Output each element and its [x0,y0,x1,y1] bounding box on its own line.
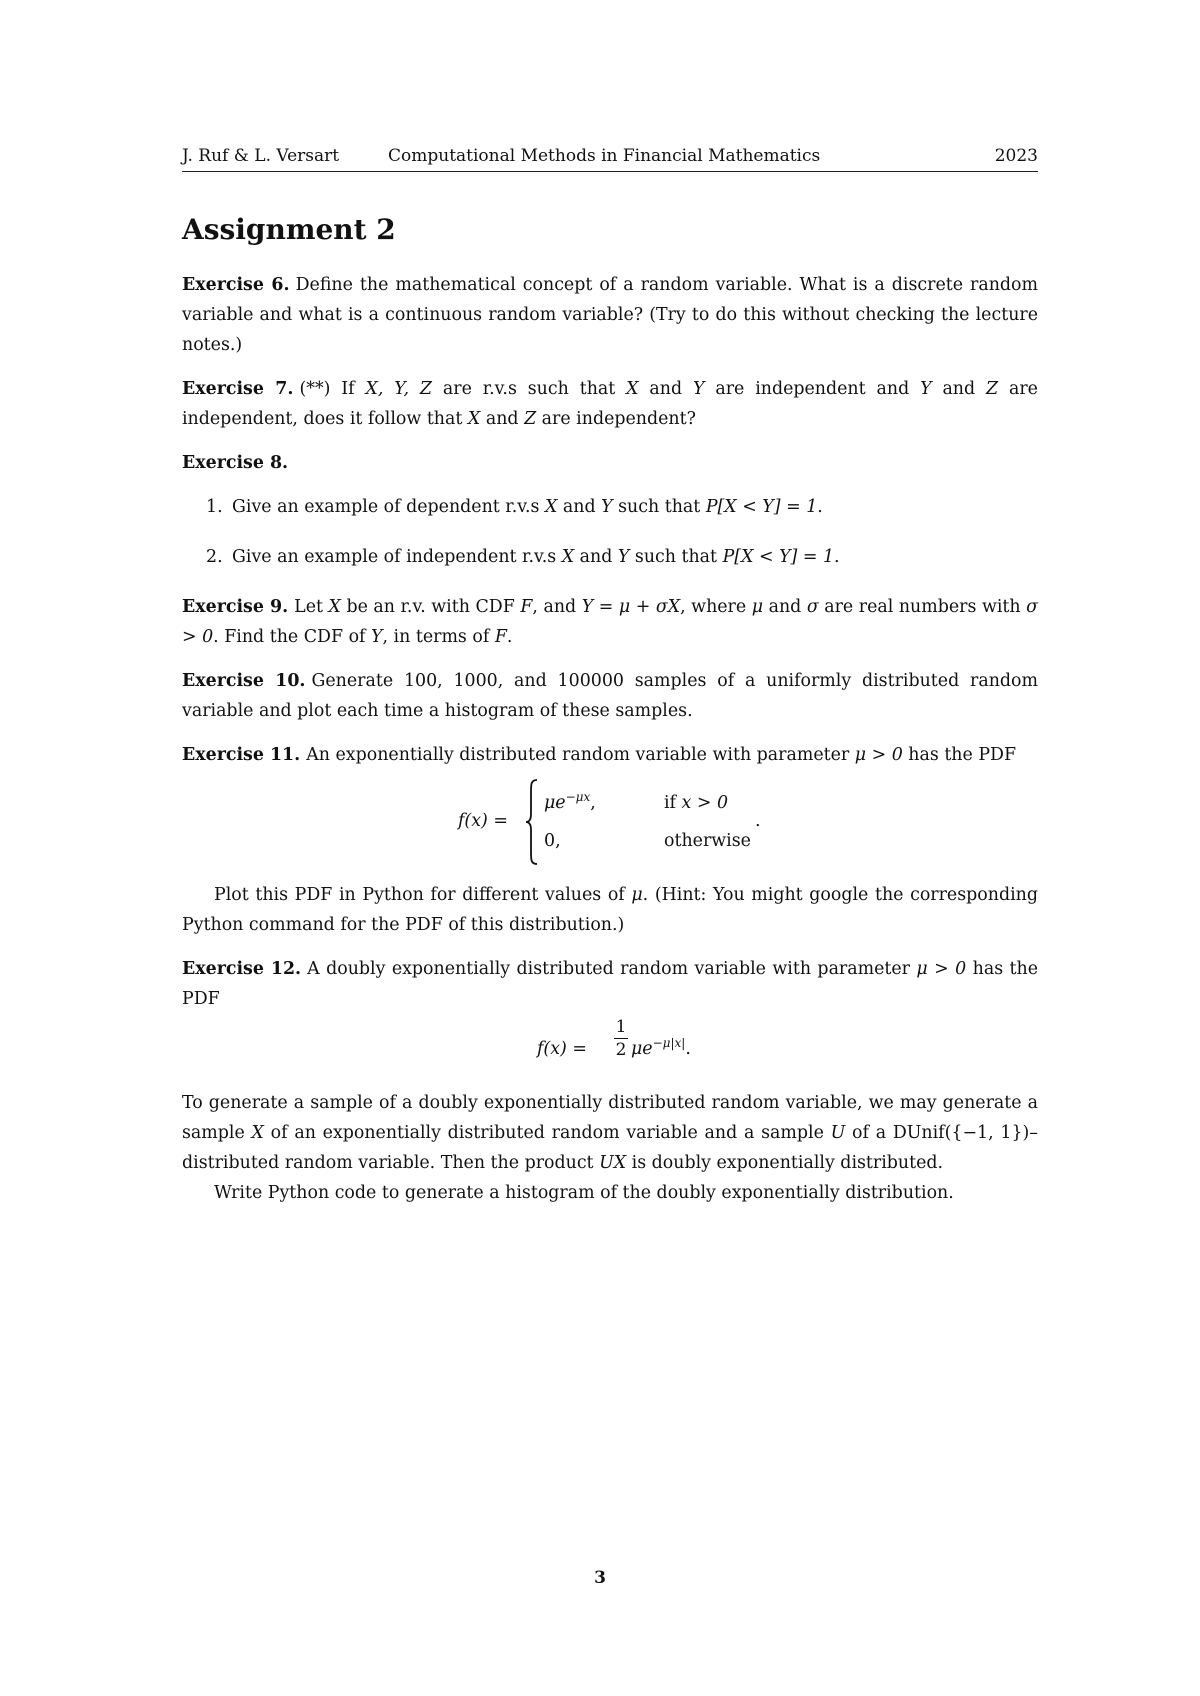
case-1-comma: , [590,793,596,813]
page-number: 3 [594,1568,606,1588]
exercise-12-paragraph-3: Write Python code to generate a histogram of the doubly exponentially distribution. [214,1183,954,1203]
exercise-6-label: Exercise 6. [182,275,290,295]
ex11-text: An exponentially distributed random variable with parameter [306,745,855,765]
ex9-formula: Y = μ + σX [581,597,681,617]
ex7-text-7: and [480,409,525,429]
exercise-7-label: Exercise 7. [182,379,294,399]
item-text: Give an example of dependent r.v.s [232,497,545,517]
equation-lhs: f(x) = [458,811,508,831]
item-math-x: X [544,497,558,517]
ex12-p2-text: To generate a sample of a doubly exponentially distributed random variable, we may generate a sample [182,1093,1038,1143]
ex7-math-z: Z [986,379,999,399]
exercise-11-followup [182,880,1038,940]
exercise-11 [182,740,1038,770]
exercise-12 [182,954,1038,1014]
ex7-math-x: X [626,379,639,399]
exercise-8-label: Exercise 8. [182,453,289,473]
header-course: Computational Methods in Financial Mathematics [388,146,821,166]
ex7-text-1: (**) If [299,379,366,399]
fraction-numerator: 1 [615,1017,627,1037]
rhs-base: μe [631,1039,653,1059]
ex7-text-3: and [638,379,693,399]
ex9-text: be an r.v. with CDF [340,597,521,617]
ex11-after-text: . (Hint: You might google the corresponding Python command for the PDF of this distribution.) [182,885,1038,935]
ex12-p2-text: of a DUnif({−1, 1})–distributed random variable. Then the product [182,1123,1038,1173]
case-1-condition [664,788,728,818]
ex7-text-2: are r.v.s such that [432,379,627,399]
ex9-math: Y [371,627,383,647]
exercise-7 [182,374,1038,434]
page-title: Assignment 2 [182,213,396,246]
ex9-math: F [520,597,533,617]
item-text: such that [612,497,706,517]
equation-lhs: f(x) = [537,1039,587,1059]
exercise-10-label: Exercise 10. [182,671,306,691]
doubly-exponential-equation [182,1014,1038,1078]
ex9-text: , in terms of [382,627,495,647]
list-item-number: 1. [206,497,223,517]
ex12-p2-text: of an exponentially distributed random variable and a sample [263,1123,831,1143]
exercise-12-label: Exercise 12. [182,959,302,979]
ex7-text-6: are independent, does it follow that [182,379,1038,429]
case-1-if: if [664,793,682,813]
ex9-math: F [494,627,507,647]
ex9-text: , and [532,597,582,617]
fraction-one-half [614,1016,628,1061]
ex11-after-text: Plot this PDF in Python for different values of [214,885,632,905]
ex9-text: . [506,627,513,647]
item-text: and [574,547,618,567]
case-1-base: μe [544,793,566,813]
ex9-text: are real numbers with [818,597,1027,617]
header-authors: J. Ruf & L. Versart [182,146,340,166]
ex12-text: A doubly exponentially distributed random variable with parameter [307,959,917,979]
ex12-math: μ > 0 [916,959,967,979]
ex12-p2-math: UX [599,1153,627,1173]
pdf-display-equation [182,778,1038,866]
exercise-12-paragraph-2 [182,1088,1038,1178]
ex7-text-8: are independent? [536,409,696,429]
ex7-math-z2: Z [524,409,537,429]
ex12-text: has the PDF [182,959,1039,1009]
item-text: and [557,497,602,517]
ex7-math-xyz: X, Y, Z [365,379,433,399]
case-1-value [544,788,596,818]
equation-period: . [755,811,761,831]
ex11-math: μ > 0 [854,745,903,765]
list-item [182,542,1038,572]
ex12-p2-text: is doubly exponentially distributed. [626,1153,944,1173]
ex7-math-y2: Y [920,379,932,399]
case-2-value: 0, [544,831,561,851]
ex7-text-5: and [931,379,987,399]
ex7-text-4: are independent and [704,379,921,399]
exercise-6 [182,270,1038,360]
item-math-x: X [561,547,575,567]
ex12-p2-math: X [251,1123,264,1143]
item-formula: P[X < Y] = 1 [722,547,835,567]
exercise-10-text: Generate 100, 1000, and 100000 samples of a uniformly distributed random variable and plot each time a histogram of these samples. [182,671,1038,721]
ex9-text: , where [680,597,752,617]
item-formula: P[X < Y] = 1 [705,497,818,517]
ex9-math: σ [806,597,819,617]
item-text: such that [629,547,723,567]
item-end: . [817,497,823,517]
fraction-denominator: 2 [615,1040,627,1060]
ex9-math: X [328,597,341,617]
left-brace-icon [525,778,539,866]
exercise-11-label: Exercise 11. [182,745,301,765]
equation-period: . [685,1039,691,1059]
exercise-content [182,270,1038,1222]
case-1-exponent: −μx [565,790,591,805]
list-item-number: 2. [206,547,223,567]
ex9-text: and [763,597,807,617]
ex7-math-x2: X [467,409,481,429]
exercise-8-list [182,492,1038,572]
ex11-after-math: μ [631,885,643,905]
item-math-y: Y [601,497,613,517]
ex11-text: has the PDF [902,745,1017,765]
header-year: 2023 [994,146,1038,166]
exercise-9-label: Exercise 9. [182,597,289,617]
ex9-text: Let [294,597,329,617]
ex9-text: . Find the CDF of [213,627,372,647]
rhs-exponent: −μ|x| [652,1036,686,1051]
item-math-y: Y [617,547,630,567]
exercise-6-text: Define the mathematical concept of a random variable. What is a discrete random variable and what is a continuous random variable? (Try to do this without checking the lecture notes.) [182,275,1038,355]
ex9-math: μ [751,597,764,617]
case-2-condition: otherwise [664,831,751,851]
item-end: . [834,547,840,567]
exercise-10 [182,666,1038,726]
exercise-8 [182,448,1038,478]
exercise-9 [182,592,1038,652]
ex12-p2-math: U [830,1123,846,1143]
ex7-math-y: Y [692,379,705,399]
list-item [182,492,1038,522]
equation-rhs [631,1034,691,1064]
running-header [182,143,1038,172]
ex9-math: σ > 0 [182,597,1038,647]
item-text: Give an example of independent r.v.s [232,547,562,567]
case-1-cond-math: x > 0 [681,793,729,813]
